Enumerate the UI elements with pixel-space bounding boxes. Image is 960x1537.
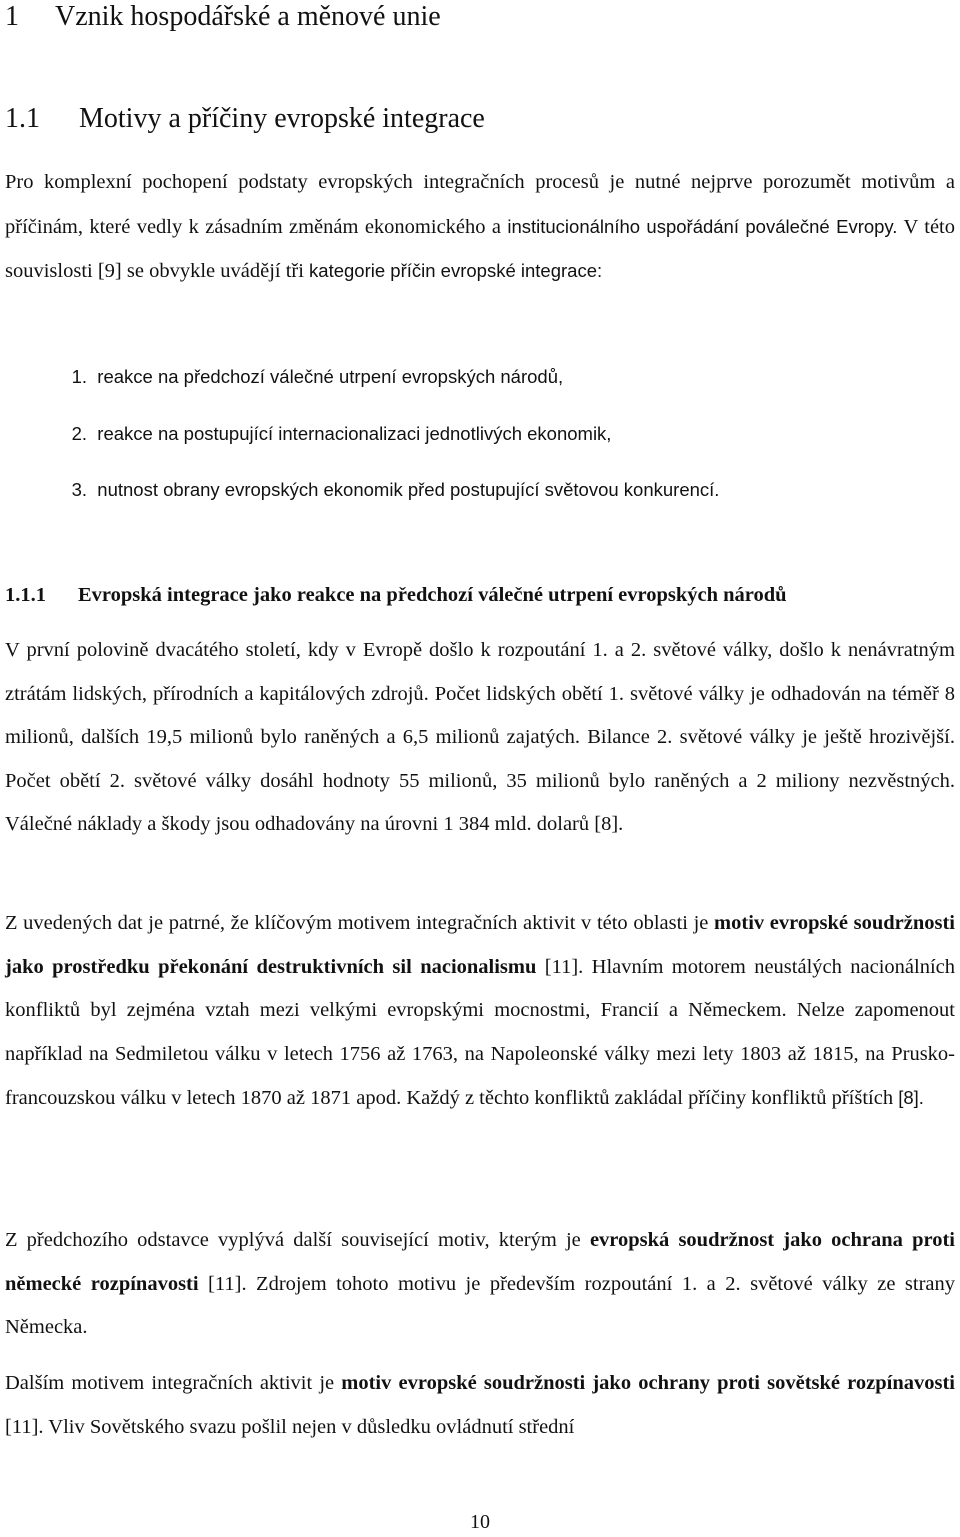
paragraph-nationalism — [5, 902, 955, 1121]
intro-text-4: kategorie příčin evropské integrace: — [309, 260, 603, 282]
list-item-text: reakce na postupující internacionalizaci jednotlivých ekonomik, — [97, 422, 612, 444]
list-item-text: nutnost obrany evropských ekonomik před postupující světovou konkurencí. — [97, 479, 720, 500]
para4-text-1: Dalším motivem integračních aktivit je — [5, 1372, 342, 1394]
para2-bold: motiv evropské soudržnosti jako prostředku překonání destruktivních sil nacionalismu — [5, 912, 956, 978]
subsection-title: Evropská integrace jako reakce na předchozí válečné utrpení evropských národů — [78, 584, 787, 606]
list-item-number: 1. — [71, 366, 87, 387]
para3-text-1: Z předchozího odstavce vyplývá další související motiv, kterým je — [5, 1229, 590, 1251]
chapter-title: Vznik hospodářské a měnové unie — [55, 1, 441, 32]
section-heading — [5, 102, 485, 136]
page-number: 10 — [470, 1511, 490, 1533]
cause-list — [5, 349, 719, 519]
subsection-heading — [5, 580, 787, 610]
para2-text-1: Z uvedených dat je patrné, že klíčovým motivem integračních aktivit v této oblasti je — [5, 912, 715, 934]
section-number: 1.1 — [5, 103, 40, 134]
section-title: Motivy a příčiny evropské integrace — [79, 103, 485, 134]
para2-citation: [8]. — [898, 1087, 924, 1109]
para4-bold: motiv evropské soudržnosti jako ochrany proti sovětské rozpínavosti — [341, 1372, 955, 1394]
subsection-number: 1.1.1 — [5, 584, 46, 606]
intro-paragraph — [5, 161, 955, 294]
list-item-text: reakce na předchozí válečné utrpení evropských národů, — [97, 366, 564, 387]
paragraph-german-expansion — [5, 1219, 955, 1350]
list-item — [5, 462, 719, 519]
intro-text-2: institucionálního uspořádání poválečné Evropy. — [507, 215, 898, 237]
list-item-number: 2. — [71, 422, 87, 444]
paragraph-war-losses: V první polovině dvacátého století, kdy v Evropě došlo k rozpoutání 1. a 2. světové války, došlo k nenávratným ztrátám lidských, přírodních a kapitálových zdrojů. Počet lidských obětí 1. světové války je odhadován na téměř 8 milionů, dalších 19,5 milionů bylo raněných a 6,5 milionů zajatých. Bilance 2. světové války je ještě hrozivější. Počet obětí 2. světové války dosáhl hodnoty 55 milionů, 35 milionů bylo raněných a 2 miliony nezvěstných. Válečné náklady a škody jsou odhadovány na úrovni 1 384 mld. dolarů [8]. — [5, 639, 955, 836]
intro-text-1: Pro komplexní pochopení podstaty evropských integračních procesů je nutné nejprve porozumět motivům a příčinám, které vedly k zásadním změnám ekonomického a — [5, 171, 955, 238]
para4-text-2: [11]. Vliv Sovětského svazu pošlil nejen v důsledku ovládnutí střední — [5, 1415, 575, 1438]
para2-text-2: [11]. Hlavním motorem neustálých nacionálních konfliktů byl zejména vztah mezi velkými evropskými mocnostmi, Francií a Německem. Nelze zapomenout například na Sedmiletou válku v letech 1756 až 1763, na Napoleonské války mezi lety 1803 až 1815, na Prusko-francouzskou válku v letech 1870 až 1871 apod. Každý z těchto konfliktů zakládal příčiny konfliktů příštích — [5, 955, 955, 1110]
list-item — [5, 406, 719, 463]
chapter-heading — [5, 0, 441, 34]
chapter-number: 1 — [5, 1, 19, 32]
para3-bold: evropská soudržnost jako ochrana proti německé rozpínavosti — [5, 1229, 955, 1295]
list-item — [5, 349, 719, 406]
intro-text-3: V této souvislosti [9] se obvykle uvádějí tři — [5, 215, 955, 283]
list-item-number: 3. — [71, 479, 87, 500]
paragraph-soviet-expansion — [5, 1362, 955, 1449]
para3-text-2: [11]. Zdrojem tohoto motivu je především rozpoutání 1. a 2. světové války ze strany Německa. — [5, 1272, 955, 1339]
